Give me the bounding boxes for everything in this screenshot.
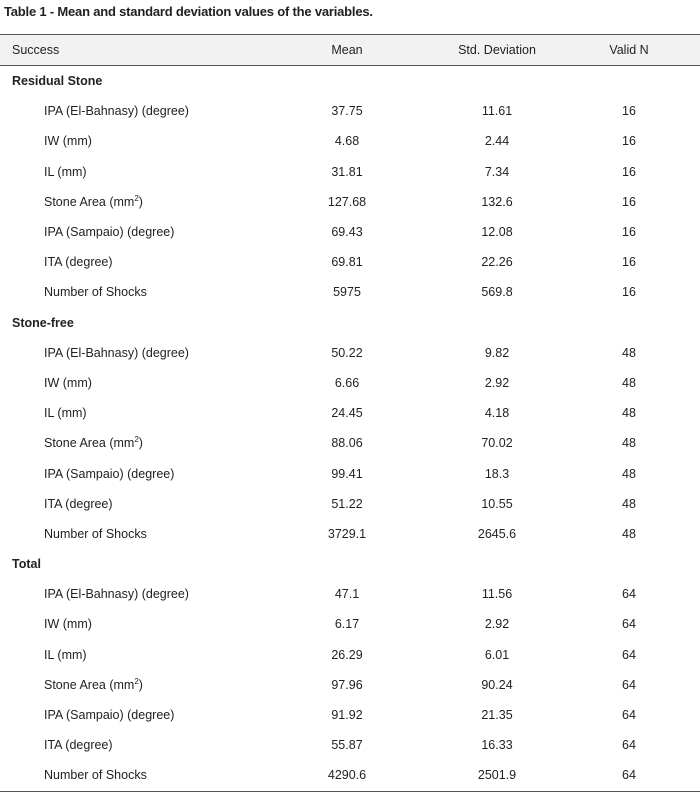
table-row <box>0 609 700 639</box>
std-deviation-cell: 12.08 <box>481 225 513 240</box>
valid-n-cell: 48 <box>622 496 636 511</box>
column-header-mean: Mean <box>258 35 436 66</box>
mean-cell: 4290.6 <box>258 760 436 791</box>
table-row <box>0 217 700 247</box>
std-deviation-cell: 7.34 <box>484 164 510 179</box>
valid-n-cell: 64 <box>622 617 636 632</box>
mean-cell: 91.92 <box>331 708 363 723</box>
variable-cell: Number of Shocks <box>0 760 258 791</box>
table-row <box>0 96 700 126</box>
variable-cell: IL (mm) <box>44 406 87 421</box>
column-header-valid-n: Valid N <box>558 35 700 66</box>
std-deviation-cell: 132.6 <box>481 194 513 209</box>
valid-n-cell: 64 <box>622 647 636 662</box>
group-header-row <box>0 66 700 97</box>
std-deviation-cell: 18.3 <box>484 466 510 481</box>
valid-n-cell: 16 <box>622 164 636 179</box>
valid-n-cell: 16 <box>622 225 636 240</box>
group-header-row <box>0 308 700 338</box>
valid-n-cell: 16 <box>622 285 636 300</box>
table-caption: Table 1 - Mean and standard deviation values of the variables. <box>4 4 373 19</box>
group-label: Stone-free <box>12 315 74 330</box>
mean-cell: 55.87 <box>331 738 363 753</box>
std-deviation-cell: 11.56 <box>481 587 513 602</box>
valid-n-cell: 16 <box>622 104 636 119</box>
mean-cell: 6.66 <box>334 375 360 390</box>
valid-n-cell: 16 <box>622 134 636 149</box>
std-deviation-cell: 21.35 <box>481 708 513 723</box>
table-row <box>0 579 700 609</box>
variable-cell: IW (mm) <box>44 134 92 149</box>
variable-cell: ITA (degree) <box>44 738 113 753</box>
mean-cell: 5975 <box>333 285 361 300</box>
std-deviation-cell: 2501.9 <box>436 760 558 791</box>
mean-cell: 50.22 <box>331 345 363 360</box>
variable-cell: IPA (El-Bahnasy) (degree) <box>44 587 189 602</box>
mean-cell: 51.22 <box>331 496 363 511</box>
mean-cell: 26.29 <box>331 647 363 662</box>
variable-cell: ITA (degree) <box>44 255 113 270</box>
valid-n-cell: 48 <box>622 375 636 390</box>
mean-cell: 3729.1 <box>327 526 367 541</box>
column-header-std-deviation: Std. Deviation <box>436 35 558 66</box>
valid-n-cell: 64 <box>558 760 700 791</box>
std-deviation-cell: 4.18 <box>484 406 510 421</box>
variable-cell: IPA (Sampaio) (degree) <box>44 708 175 723</box>
variable-cell: Stone Area $(mm^2)$ <box>44 193 143 209</box>
valid-n-cell: 48 <box>622 406 636 421</box>
valid-n-cell: 48 <box>622 526 636 541</box>
table-row <box>0 760 700 791</box>
mean-cell: 99.41 <box>331 466 363 481</box>
std-deviation-cell: 6.01 <box>484 647 510 662</box>
table-row <box>0 700 700 730</box>
table-body <box>0 66 700 792</box>
variable-cell: IW (mm) <box>44 375 92 390</box>
mean-cell: 97.96 <box>331 677 363 692</box>
variable-cell: Number of Shocks <box>44 526 147 541</box>
table-row <box>0 730 700 760</box>
std-deviation-cell: 70.02 <box>481 436 513 451</box>
mean-cell: 69.43 <box>331 225 363 240</box>
mean-cell: 24.45 <box>331 406 363 421</box>
valid-n-cell: 64 <box>622 708 636 723</box>
table-row <box>0 277 700 307</box>
mean-cell: 4.68 <box>334 134 360 149</box>
variable-cell: IW (mm) <box>44 617 92 632</box>
table-row <box>0 489 700 519</box>
table-row <box>0 670 700 700</box>
std-deviation-cell: 2.92 <box>484 375 510 390</box>
mean-cell: 47.1 <box>334 587 360 602</box>
variable-cell: IPA (Sampaio) (degree) <box>44 466 175 481</box>
variable-cell: IL (mm) <box>44 647 87 662</box>
valid-n-cell: 48 <box>622 466 636 481</box>
std-deviation-cell: 90.24 <box>481 677 513 692</box>
valid-n-cell: 48 <box>622 436 636 451</box>
mean-cell: 127.68 <box>327 194 367 209</box>
variable-cell: IL (mm) <box>44 164 87 179</box>
mean-cell: 31.81 <box>331 164 363 179</box>
table-row <box>0 157 700 187</box>
std-deviation-cell: 11.61 <box>481 104 513 119</box>
variable-cell: Stone Area $(mm^2)$ <box>44 676 143 692</box>
group-label: Total <box>12 557 41 572</box>
std-deviation-cell: 2.44 <box>484 134 510 149</box>
variable-cell: Stone Area $(mm^2)$ <box>44 435 143 451</box>
std-deviation-cell: 10.55 <box>481 496 513 511</box>
std-deviation-cell: 569.8 <box>481 285 513 300</box>
mean-cell: 37.75 <box>331 104 363 119</box>
std-deviation-cell: 2.92 <box>484 617 510 632</box>
group-label: Residual Stone <box>12 74 103 89</box>
table-header-row <box>0 35 700 66</box>
table-row <box>0 428 700 458</box>
variable-cell: IPA (Sampaio) (degree) <box>44 225 175 240</box>
statistics-table <box>0 34 700 792</box>
table-row <box>0 368 700 398</box>
variable-cell: IPA (El-Bahnasy) (degree) <box>44 104 189 119</box>
valid-n-cell: 64 <box>622 587 636 602</box>
table-row <box>0 519 700 549</box>
valid-n-cell: 48 <box>622 345 636 360</box>
mean-cell: 88.06 <box>331 436 363 451</box>
table-row <box>0 398 700 428</box>
table-row <box>0 640 700 670</box>
std-deviation-cell: 22.26 <box>481 255 513 270</box>
table-row <box>0 187 700 217</box>
std-deviation-cell: 9.82 <box>484 345 510 360</box>
table-row <box>0 458 700 488</box>
variable-cell: IPA (El-Bahnasy) (degree) <box>44 345 189 360</box>
variable-cell: Number of Shocks <box>44 285 147 300</box>
column-header-success: Success <box>0 35 258 66</box>
table-row <box>0 338 700 368</box>
table-row <box>0 126 700 156</box>
valid-n-cell: 16 <box>622 255 636 270</box>
std-deviation-cell: 16.33 <box>481 738 513 753</box>
mean-cell: 69.81 <box>331 255 363 270</box>
std-deviation-cell: 2645.6 <box>477 526 517 541</box>
valid-n-cell: 64 <box>622 677 636 692</box>
valid-n-cell: 16 <box>622 194 636 209</box>
variable-cell: ITA (degree) <box>44 496 113 511</box>
mean-cell: 6.17 <box>334 617 360 632</box>
table-row <box>0 247 700 277</box>
valid-n-cell: 64 <box>622 738 636 753</box>
group-header-row <box>0 549 700 579</box>
